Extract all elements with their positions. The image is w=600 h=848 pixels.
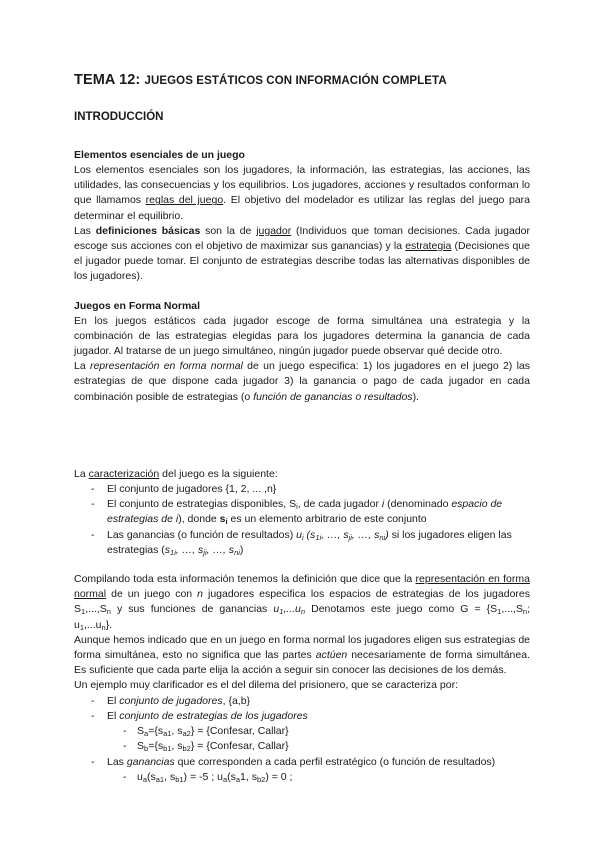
paragraph-definiciones: Las definiciones básicas son la de jugador (Individuos que toman decisiones. Cada jugador escoge sus acciones con el objetivo de maximizar sus ganancias) y la estrategia (Decisiones que el jugador puede tomar. El conjunto de estrategias describe todas las alternativas disponibles de los jugadores). (74, 224, 531, 283)
ganancias-sublist (107, 770, 530, 785)
title-rest: JUEGOS ESTÁTICOS CON INFORMACIÓN COMPLETA (144, 75, 447, 87)
document-page (74, 72, 530, 785)
section-heading-introduccion: INTRODUCCIÓN (74, 111, 164, 123)
estrategia-term: estrategia (405, 240, 452, 253)
subheading-elementos: Elementos esenciales de un juego (74, 149, 245, 161)
paragraph-definicion-forma-normal: Compilando toda esta información tenemos la definición que dice que la representación en forma normal de un juego con n jugadores especifica los espacios de estrategias de los jugadores $S_1,...,S_n$ y sus funciones de ganancias $u_1,...u_n$ Denotamos este juego como $G = \{S_1,...,S_n$; $u_1,...u_n$}. (74, 573, 531, 632)
list-item: - $u_a(s_{a1}$, $s_{b1}) = -5$ ; $u_a(s_a1$, $s_{b2}) = 0$ ; (107, 770, 530, 785)
paragraph-caracterizacion: La caracterización del juego es la siguiente: (74, 467, 278, 480)
caracterizacion-list (74, 482, 530, 558)
jugador-term: jugador (256, 224, 292, 237)
list-item: - El conjunto de jugadores {1, 2, ... ,n} (74, 482, 530, 497)
paragraph-juegos-estaticos: En los juegos estáticos cada jugador escoge de forma simultánea una estrategia y la combinación de las estrategias elegidas para los jugadores determina la ganancia de cada jugador. Al tratarse de un juego simultáneo, ningún jugador puede observar qué decide otro. (74, 314, 530, 358)
list-item: - El conjunto de jugadores, {a,b} (74, 694, 530, 709)
list-item: - $S_a=\{s_{a1}$, $s_{a2}$} = {Confesar, Callar} (107, 724, 530, 739)
representacion-forma-normal-term: representación en forma normal (74, 573, 530, 601)
caracterizacion-term: caracterización (88, 467, 160, 480)
list-item: - El conjunto de estrategias de los jugadores - $S_a=\{s_{a1}$, $s_{a2}$} = {Confesar, Callar} - $S_b=\{s_{b1}$, $s_{b2}$} = {Confesar, Callar} (74, 709, 530, 755)
document-title (74, 72, 530, 88)
estrategias-sublist (107, 724, 530, 754)
dilema-list (74, 694, 530, 785)
paragraph-dilema-prisionero: Un ejemplo muy clarificador es el del dilema del prisionero, que se caracteriza por: (74, 679, 459, 692)
paragraph-elementos: Los elementos esenciales son los jugadores, la información, las estrategias, las acciones, las utilidades, las consecuencias y los equilibrios. Los jugadores, acciones y resultados conforman lo que llamamos reglas del juego. El objetivo del modelador es utilizar las reglas del juego para determinar el equilibrio. (74, 164, 531, 222)
definiciones-basicas-term: definiciones básicas (95, 224, 201, 237)
paragraph-simultaneidad: Aunque hemos indicado que en un juego en forma normal los jugadores eligen sus estrategias de forma simultánea, esto no significa que las partes actúen necesariamente de forma simultánea. Es suficiente que cada parte elija la acción a seguir sin conocer las decisiones de los demás. (74, 633, 530, 677)
list-item: - El conjunto de estrategias disponibles, $S_i$, de cada jugador i (denominado espacio de estrategias de i), donde $s_i$ es un elemento arbitrario de este conjunto (74, 497, 530, 527)
subheading-forma-normal: Juegos en Forma Normal (74, 299, 201, 312)
list-item: - Las ganancias (o función de resultados) $u_i$ ($s_{1i}$, …, $s_{ji}$, …, $s_{ni}$) si los jugadores eligen las estrategias ($s_{1i}$, …, $s_{ji}$, …, $s_{ni}$) (74, 528, 530, 558)
title-tema: TEMA 12: (74, 72, 141, 88)
list-item: - $S_b=\{s_{b1}$, $s_{b2}$} = {Confesar, Callar} (107, 739, 530, 754)
reglas-del-juego-term: reglas del juego (145, 194, 224, 207)
list-item: - Las ganancias que corresponden a cada perfil estratégico (o función de resultados) - $u_a(s_{a1}$, $s_{b1}) = -5$ ; $u_a(s_a1$, $s_{b2}) = 0$ ; (74, 755, 530, 785)
paragraph-representacion: La representación en forma normal de un juego especifica: 1) los jugadores en el juego 2) las estrategias de que dispone cada jugador 3) la ganancia o pago de cada jugador en cada combinación posible de estrategias (o función de ganancias o resultados). (74, 360, 531, 403)
